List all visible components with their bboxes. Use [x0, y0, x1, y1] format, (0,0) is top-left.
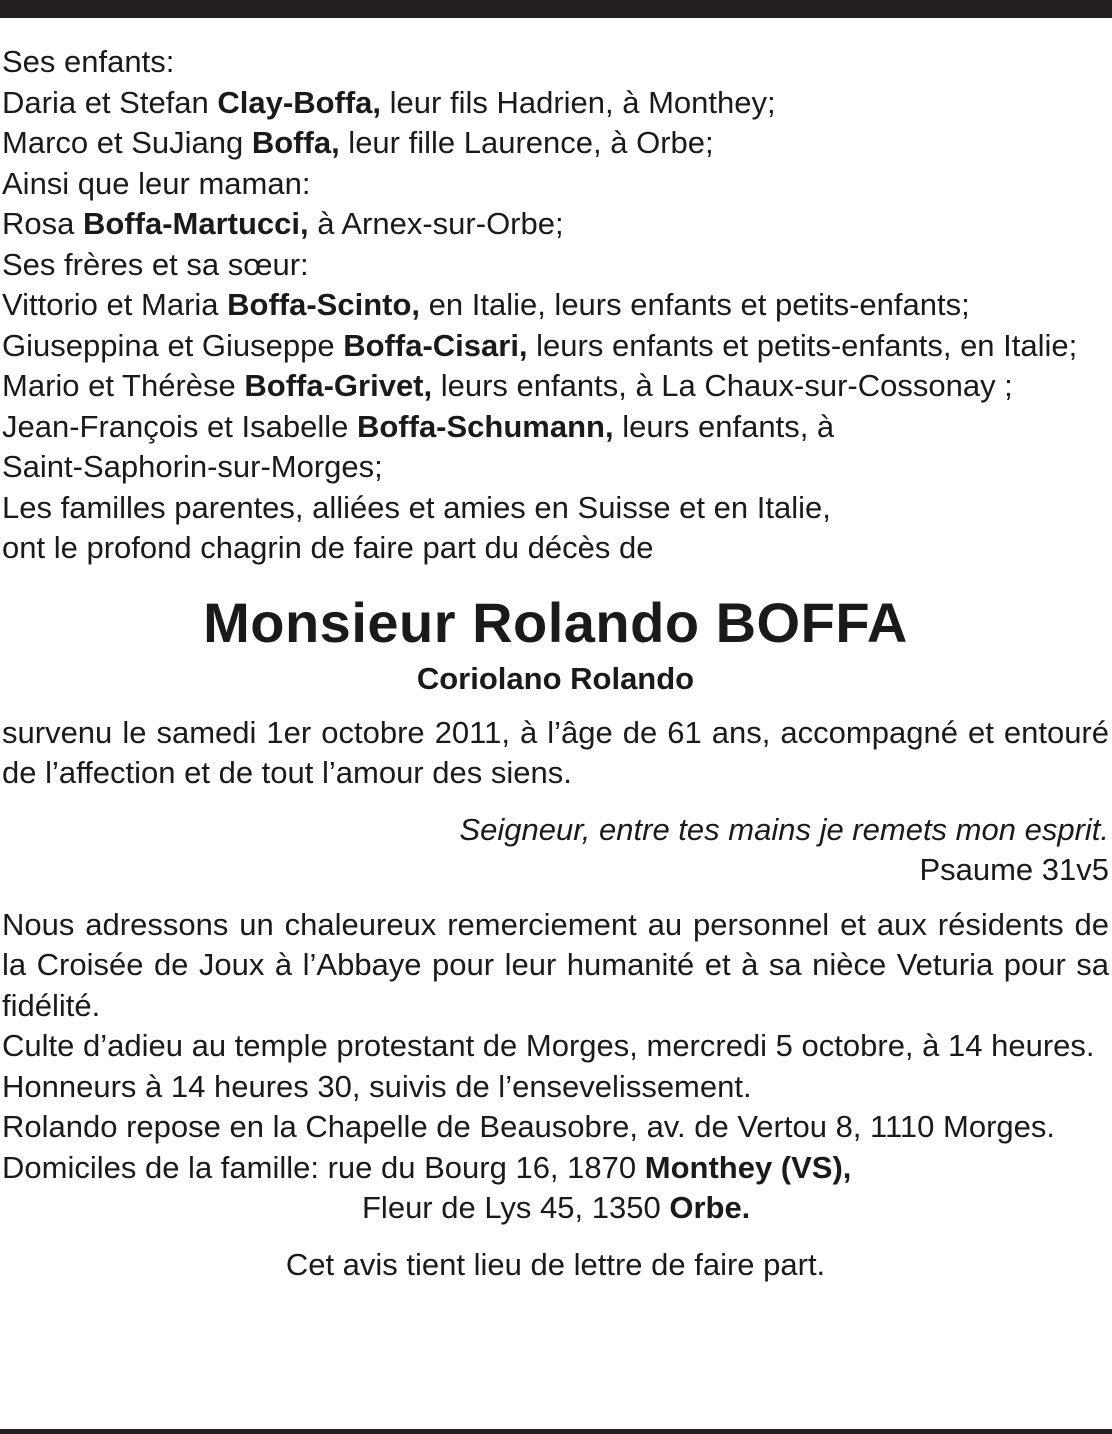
service-info: Culte d’adieu au temple protestant de Morges, mercredi 5 octobre, à 14 heures. — [2, 1028, 1095, 1063]
family-subheading: Ainsi que leur maman: — [2, 165, 311, 201]
family-name: Boffa-Martucci, — [82, 206, 309, 241]
family-line: Mario et Thérèse Boffa-Grivet, leurs enfants, à La Chaux-sur-Cossonay ; — [2, 368, 1013, 403]
family-intro: Ses enfants: — [2, 44, 175, 79]
family-domicile: Domiciles de la famille: rue du Bourg 16, 1870 Monthey (VS), — [2, 1149, 852, 1185]
family-line: Vittorio et Maria Boffa-Scinto, en Italie, leurs enfants et petits-enfants; — [2, 287, 970, 322]
obituary-notice — [2, 42, 1109, 1285]
family-subheading: Ses frères et sa sœur: — [2, 246, 309, 282]
deceased-given-names: Coriolano Rolando — [416, 660, 695, 696]
family-domicile-line2: Fleur de Lys 45, 1350 Orbe. — [362, 1190, 751, 1225]
family-line: Les familles parentes, alliées et amies en Suisse et en Italie, — [2, 489, 831, 525]
family-name: Boffa-Scinto, — [227, 287, 421, 322]
deceased-name: Monsieur Rolando BOFFA — [203, 590, 908, 654]
domicile-city: Orbe. — [669, 1190, 751, 1225]
family-line: Giuseppina et Giuseppe Boffa-Cisari, leurs enfants et petits-enfants, en Italie; — [2, 327, 1078, 363]
closing-note: Cet avis tient lieu de lettre de faire part. — [285, 1246, 826, 1282]
family-line: Marco et SuJiang Boffa, leur fille Laurence, à Orbe; — [2, 125, 714, 160]
top-rule — [0, 0, 1112, 18]
family-name: Clay-Boffa, — [217, 84, 382, 120]
family-name: Boffa-Schumann, — [356, 408, 614, 444]
rest-location: Rolando repose en la Chapelle de Beausobre, av. de Vertou 8, 1110 Morges. — [2, 1109, 1055, 1144]
announcement-line: ont le profond chagrin de faire part du décès de — [2, 530, 654, 565]
family-line-continued: Saint-Saphorin-sur-Morges; — [2, 449, 383, 484]
scripture-reference: Psaume 31v5 — [919, 852, 1109, 887]
honors-info: Honneurs à 14 heures 30, suivis de l’ensevelissement. — [2, 1068, 752, 1104]
family-name: Boffa-Grivet, — [244, 368, 433, 403]
domicile-city: Monthey (VS), — [644, 1149, 852, 1185]
family-name: Boffa-Cisari, — [343, 327, 528, 363]
family-line: Rosa Boffa-Martucci, à Arnex-sur-Orbe; — [2, 206, 564, 241]
death-announcement: survenu le samedi 1er octobre 2011, à l’âge de 61 ans, accompagné et entouré de l’affection et de tout l’amour des siens. — [2, 714, 1109, 790]
thanks-paragraph: Nous adressons un chaleureux remerciement au personnel et aux résidents de la Croisée de Joux à l’Abbaye pour leur humanité et à sa nièce Veturia pour sa fidélité. — [2, 906, 1109, 1023]
family-name: Boffa, — [251, 125, 340, 160]
family-line: Daria et Stefan Clay-Boffa, leur fils Hadrien, à Monthey; — [2, 84, 776, 120]
family-line: Jean-François et Isabelle Boffa-Schumann, leurs enfants, à — [2, 408, 835, 444]
bottom-rule — [0, 1429, 1112, 1434]
scripture-quote: Seigneur, entre tes mains je remets mon esprit. — [459, 811, 1109, 847]
